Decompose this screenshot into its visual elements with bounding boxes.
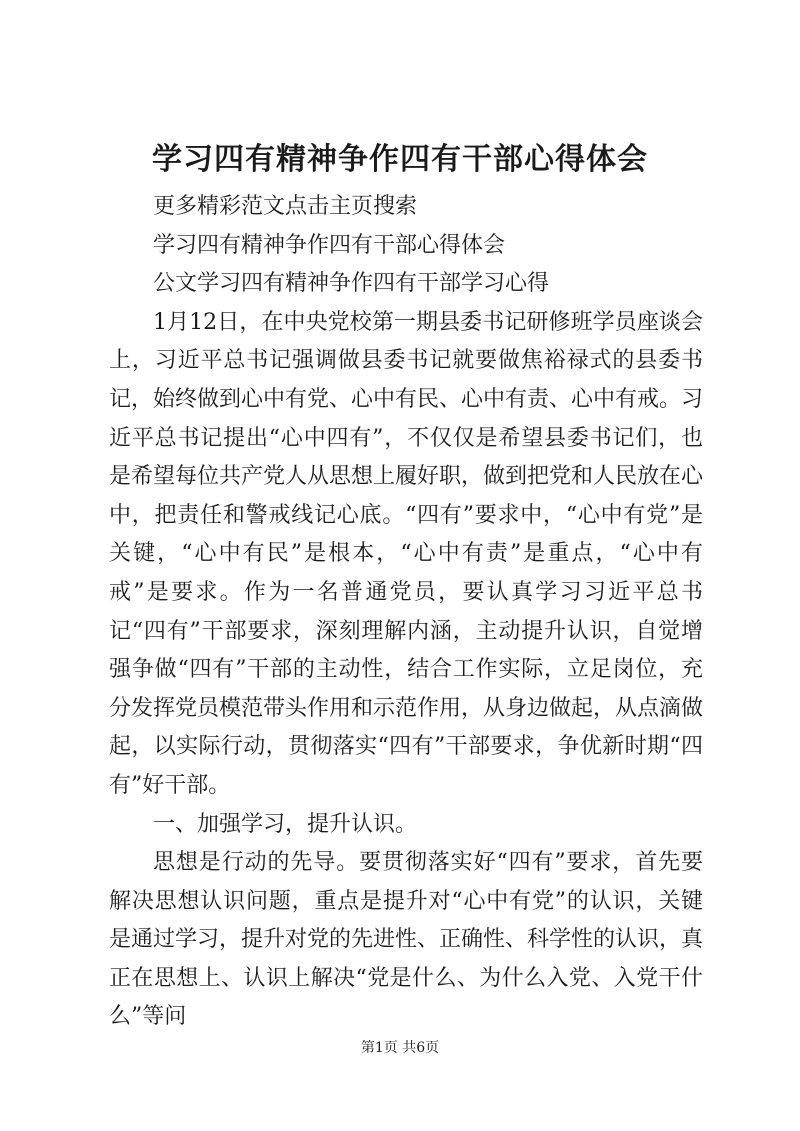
section-heading-1: 一、加强学习，提升认识。: [153, 811, 418, 837]
document-body: [109, 188, 703, 1037]
page-total: 共6页: [402, 1040, 440, 1056]
paragraph-more-articles: 更多精彩范文点击主页搜索: [153, 194, 418, 219]
document-title: 学习四有精神争作四有干部心得体会: [152, 142, 648, 177]
paragraph-intro: 1月12日，在中央党校第一期县委书记研修班学员座谈会上，习近平总书记强调做县委书记就要做焦裕禄式的县委书记，始终做到心中有党、心中有民、心中有责、心中有戒。习近平总书记提出“心中四有”，不仅仅是希望县委书记们，也是希望每位共产党人从思想上履好职，做到把党和人民放在心中，把责任和警戒线记心底。“四有”要求中，“心中有党”是关键，“心中有民”是根本，“心中有责”是重点，“心中有戒”是要求。作为一名普通党员，要认真学习习近平总书记“四有”干部要求，深刻理解内涵，主动提升认识，自觉增强争做“四有”干部的主动性，结合工作实际，立足岗位，充分发挥党员模范带头作用和示范作用，从身边做起，从点滴做起，以实际行动，贯彻落实“四有”干部要求，争优新时期“四有”好干部。: [109, 309, 704, 798]
paragraph-subtitle: 学习四有精神争作四有干部心得体会: [153, 232, 506, 258]
page-footer: [0, 1038, 800, 1058]
paragraph-section-1: 思想是行动的先导。要贯彻落实好“四有”要求，首先要解决思想认识问题，重点是提升对“心中有党”的认识，关键是通过学习，提升对党的先进性、正确性、科学性的认识，真正在思想上、认识上解决“党是什么、为什么入党、入党干什么”等问: [109, 850, 704, 1030]
page-number: 第1页: [360, 1040, 398, 1056]
paragraph-official-title: 公文学习四有精神争作四有干部学习心得: [153, 271, 550, 297]
